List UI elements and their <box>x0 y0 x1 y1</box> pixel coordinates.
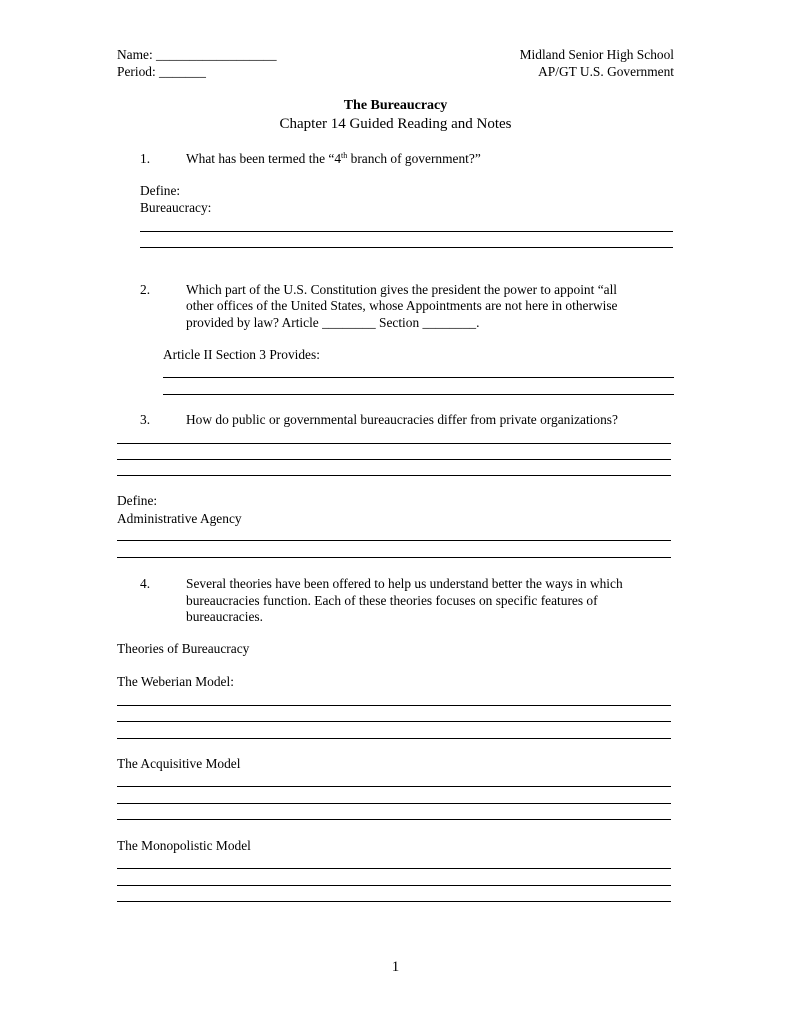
weberian-label: The Weberian Model: <box>117 674 234 689</box>
answer-line[interactable] <box>117 540 671 541</box>
answer-line[interactable] <box>117 557 671 558</box>
period-label: Period: _______ <box>117 64 206 79</box>
define2-label: Define: <box>117 493 158 508</box>
answer-line[interactable] <box>117 868 671 869</box>
q4-line-3: bureaucracies. <box>186 609 263 624</box>
q1-define-label: Define: <box>140 183 181 198</box>
theories-heading: Theories of Bureaucracy <box>117 641 250 656</box>
answer-line[interactable] <box>117 705 671 706</box>
answer-line[interactable] <box>117 475 671 476</box>
page-subtitle: Chapter 14 Guided Reading and Notes <box>279 116 512 132</box>
answer-line[interactable] <box>117 443 671 444</box>
page-title: The Bureaucracy <box>343 98 448 113</box>
answer-line[interactable] <box>117 803 671 804</box>
q1-term: Bureaucracy: <box>140 200 212 215</box>
answer-line[interactable] <box>117 738 671 739</box>
acquisitive-label: The Acquisitive Model <box>117 756 241 771</box>
q3-number: 3. <box>140 412 151 427</box>
q2-number: 2. <box>140 282 151 297</box>
answer-line[interactable] <box>140 247 673 248</box>
answer-line[interactable] <box>140 231 673 232</box>
school-name: Midland Senior High School <box>519 47 674 62</box>
define2-term: Administrative Agency <box>117 511 242 526</box>
monopolistic-label: The Monopolistic Model <box>117 838 251 853</box>
answer-line[interactable] <box>117 786 671 787</box>
q2-line-3: provided by law? Article ________ Section ________. <box>186 315 480 330</box>
answer-line[interactable] <box>117 819 671 820</box>
answer-line[interactable] <box>117 901 671 902</box>
page-number: 1 <box>391 959 400 975</box>
name-label: Name: __________________ <box>117 47 277 62</box>
answer-line[interactable] <box>163 394 674 395</box>
answer-line[interactable] <box>117 459 671 460</box>
q4-line-1: Several theories have been offered to help us understand better the ways in which <box>186 576 623 591</box>
q2-line-2: other offices of the United States, whose Appointments are not here in otherwise <box>186 298 618 313</box>
q1-number: 1. <box>140 151 151 166</box>
answer-line[interactable] <box>117 721 671 722</box>
q4-number: 4. <box>140 576 151 591</box>
answer-line[interactable] <box>163 377 674 378</box>
q3-text: How do public or governmental bureaucracies differ from private organizations? <box>186 412 618 427</box>
q1-text: What has been termed the “4th branch of government?” <box>186 151 481 166</box>
q4-line-2: bureaucracies function. Each of these theories focuses on specific features of <box>186 593 598 608</box>
course-name: AP/GT U.S. Government <box>538 64 674 79</box>
q2-line-1: Which part of the U.S. Constitution gives the president the power to appoint “all <box>186 282 618 297</box>
q2-provides: Article II Section 3 Provides: <box>163 347 320 362</box>
answer-line[interactable] <box>117 885 671 886</box>
